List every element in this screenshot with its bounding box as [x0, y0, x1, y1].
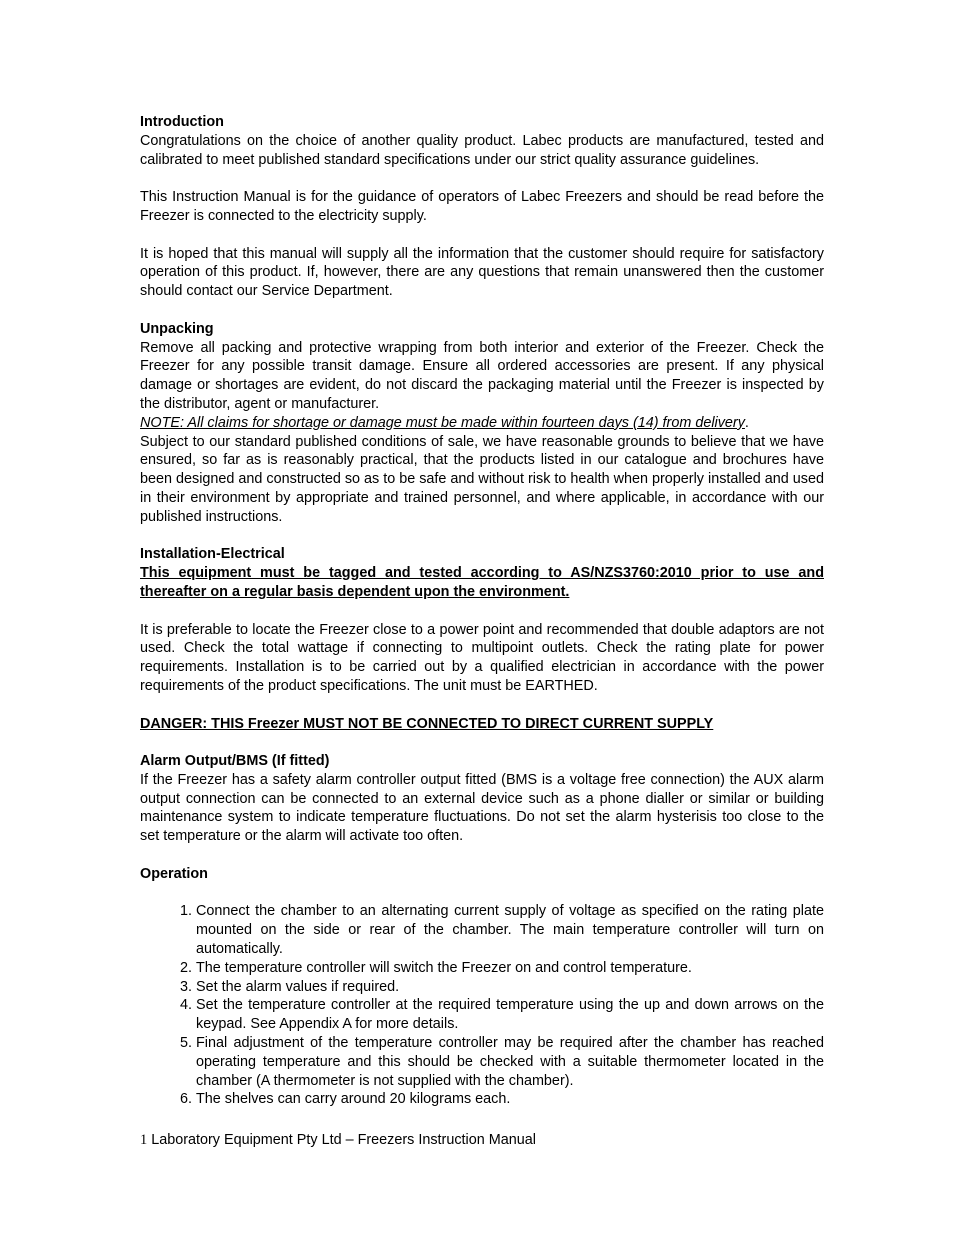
operation-steps [140, 902, 824, 1109]
installation-heading: Installation-Electrical [140, 546, 285, 563]
alarm-heading: Alarm Output/BMS (If fitted) [140, 753, 330, 770]
unpacking-note-end: . [744, 414, 749, 431]
operation-step: 2. The temperature controller will switch the Freezer on and control temperature. [196, 959, 824, 978]
installation-warning: This equipment must be tagged and tested according to AS/NZS3760:2010 prior to use and thereafter on a regular basis dependent upon the environment. [140, 565, 824, 600]
alarm-paragraph-1: If the Freezer has a safety alarm controller output fitted (BMS is a voltage free connection) the AUX alarm output connection can be connected to an external device such as a phone dialler or similar or building maintenance system to indicate temperature fluctuations. Do not set the alarm hysterisis too close to the set temperature or the alarm will activate too often. [140, 771, 824, 845]
page-number: 1 [140, 1132, 148, 1148]
footer-text: Laboratory Equipment Pty Ltd – Freezers Instruction Manual [151, 1132, 536, 1148]
unpacking-heading: Unpacking [140, 320, 214, 337]
unpacking-note: NOTE: All claims for shortage or damage must be made within fourteen days (14) from delivery [140, 414, 745, 431]
unpacking-note-line [140, 414, 824, 433]
unpacking-paragraph-1: Remove all packing and protective wrapping from both interior and exterior of the Freezer. Check the Freezer for any possible transit damage. Ensure all ordered accessories are present. If any physical damage or shortages are evident, do not discard the packaging material until the Freezer is inspected by the distributor, agent or manufacturer. [140, 339, 824, 412]
document-body [140, 113, 824, 1109]
operation-step: 1. Connect the chamber to an alternating current supply of voltage as specified on the rating plate mounted on the side or rear of the chamber. The main temperature controller will turn on automatically. [196, 902, 824, 958]
unpacking-paragraph-2: Subject to our standard published conditions of sale, we have reasonable grounds to believe that we have ensured, so far as is reasonably practical, that the products listed in our catalogue and brochures have been designed and constructed so as to be safe and without risk to health when properly installed and used in their environment by appropriate and trained personnel, and where applicable, in accordance with our published instructions. [140, 433, 825, 525]
operation-step: 3. Set the alarm values if required. [196, 978, 824, 997]
introduction-paragraph-3: It is hoped that this manual will supply all the information that the customer should require for satisfactory operation of this product. If, however, there are any questions that remain unanswered then the customer should contact our Service Department. [140, 245, 824, 300]
introduction-paragraph-2: This Instruction Manual is for the guidance of operators of Labec Freezers and should be read before the Freezer is connected to the electricity supply. [140, 189, 824, 224]
introduction-paragraph-1: Congratulations on the choice of another quality product. Labec products are manufactured, tested and calibrated to meet published standard specifications under our strict quality assurance guidelines. [140, 132, 824, 168]
operation-step: 4. Set the temperature controller at the required temperature using the up and down arrows on the keypad. See Appendix A for more details. [196, 996, 824, 1034]
introduction-heading: Introduction [140, 114, 224, 130]
page-footer [140, 1131, 536, 1149]
operation-step: 6. The shelves can carry around 20 kilograms each. [196, 1090, 824, 1109]
operation-heading: Operation [140, 865, 208, 882]
installation-paragraph-1: It is preferable to locate the Freezer close to a power point and recommended that double adaptors are not used. Check the total wattage if connecting to multipoint outlets. Check the rating plate for power requirements. Installation is to be carried out by a qualified electrician in accordance with the power requirements of the product specifications. The unit must be EARTHED. [140, 621, 824, 694]
operation-step: 5. Final adjustment of the temperature controller may be required after the chamber has reached operating temperature and this should be checked with a suitable thermometer located in the chamber (A thermometer is not supplied with the chamber). [196, 1034, 824, 1090]
danger-notice: DANGER: THIS Freezer MUST NOT BE CONNECTED TO DIRECT CURRENT SUPPLY [140, 715, 714, 732]
